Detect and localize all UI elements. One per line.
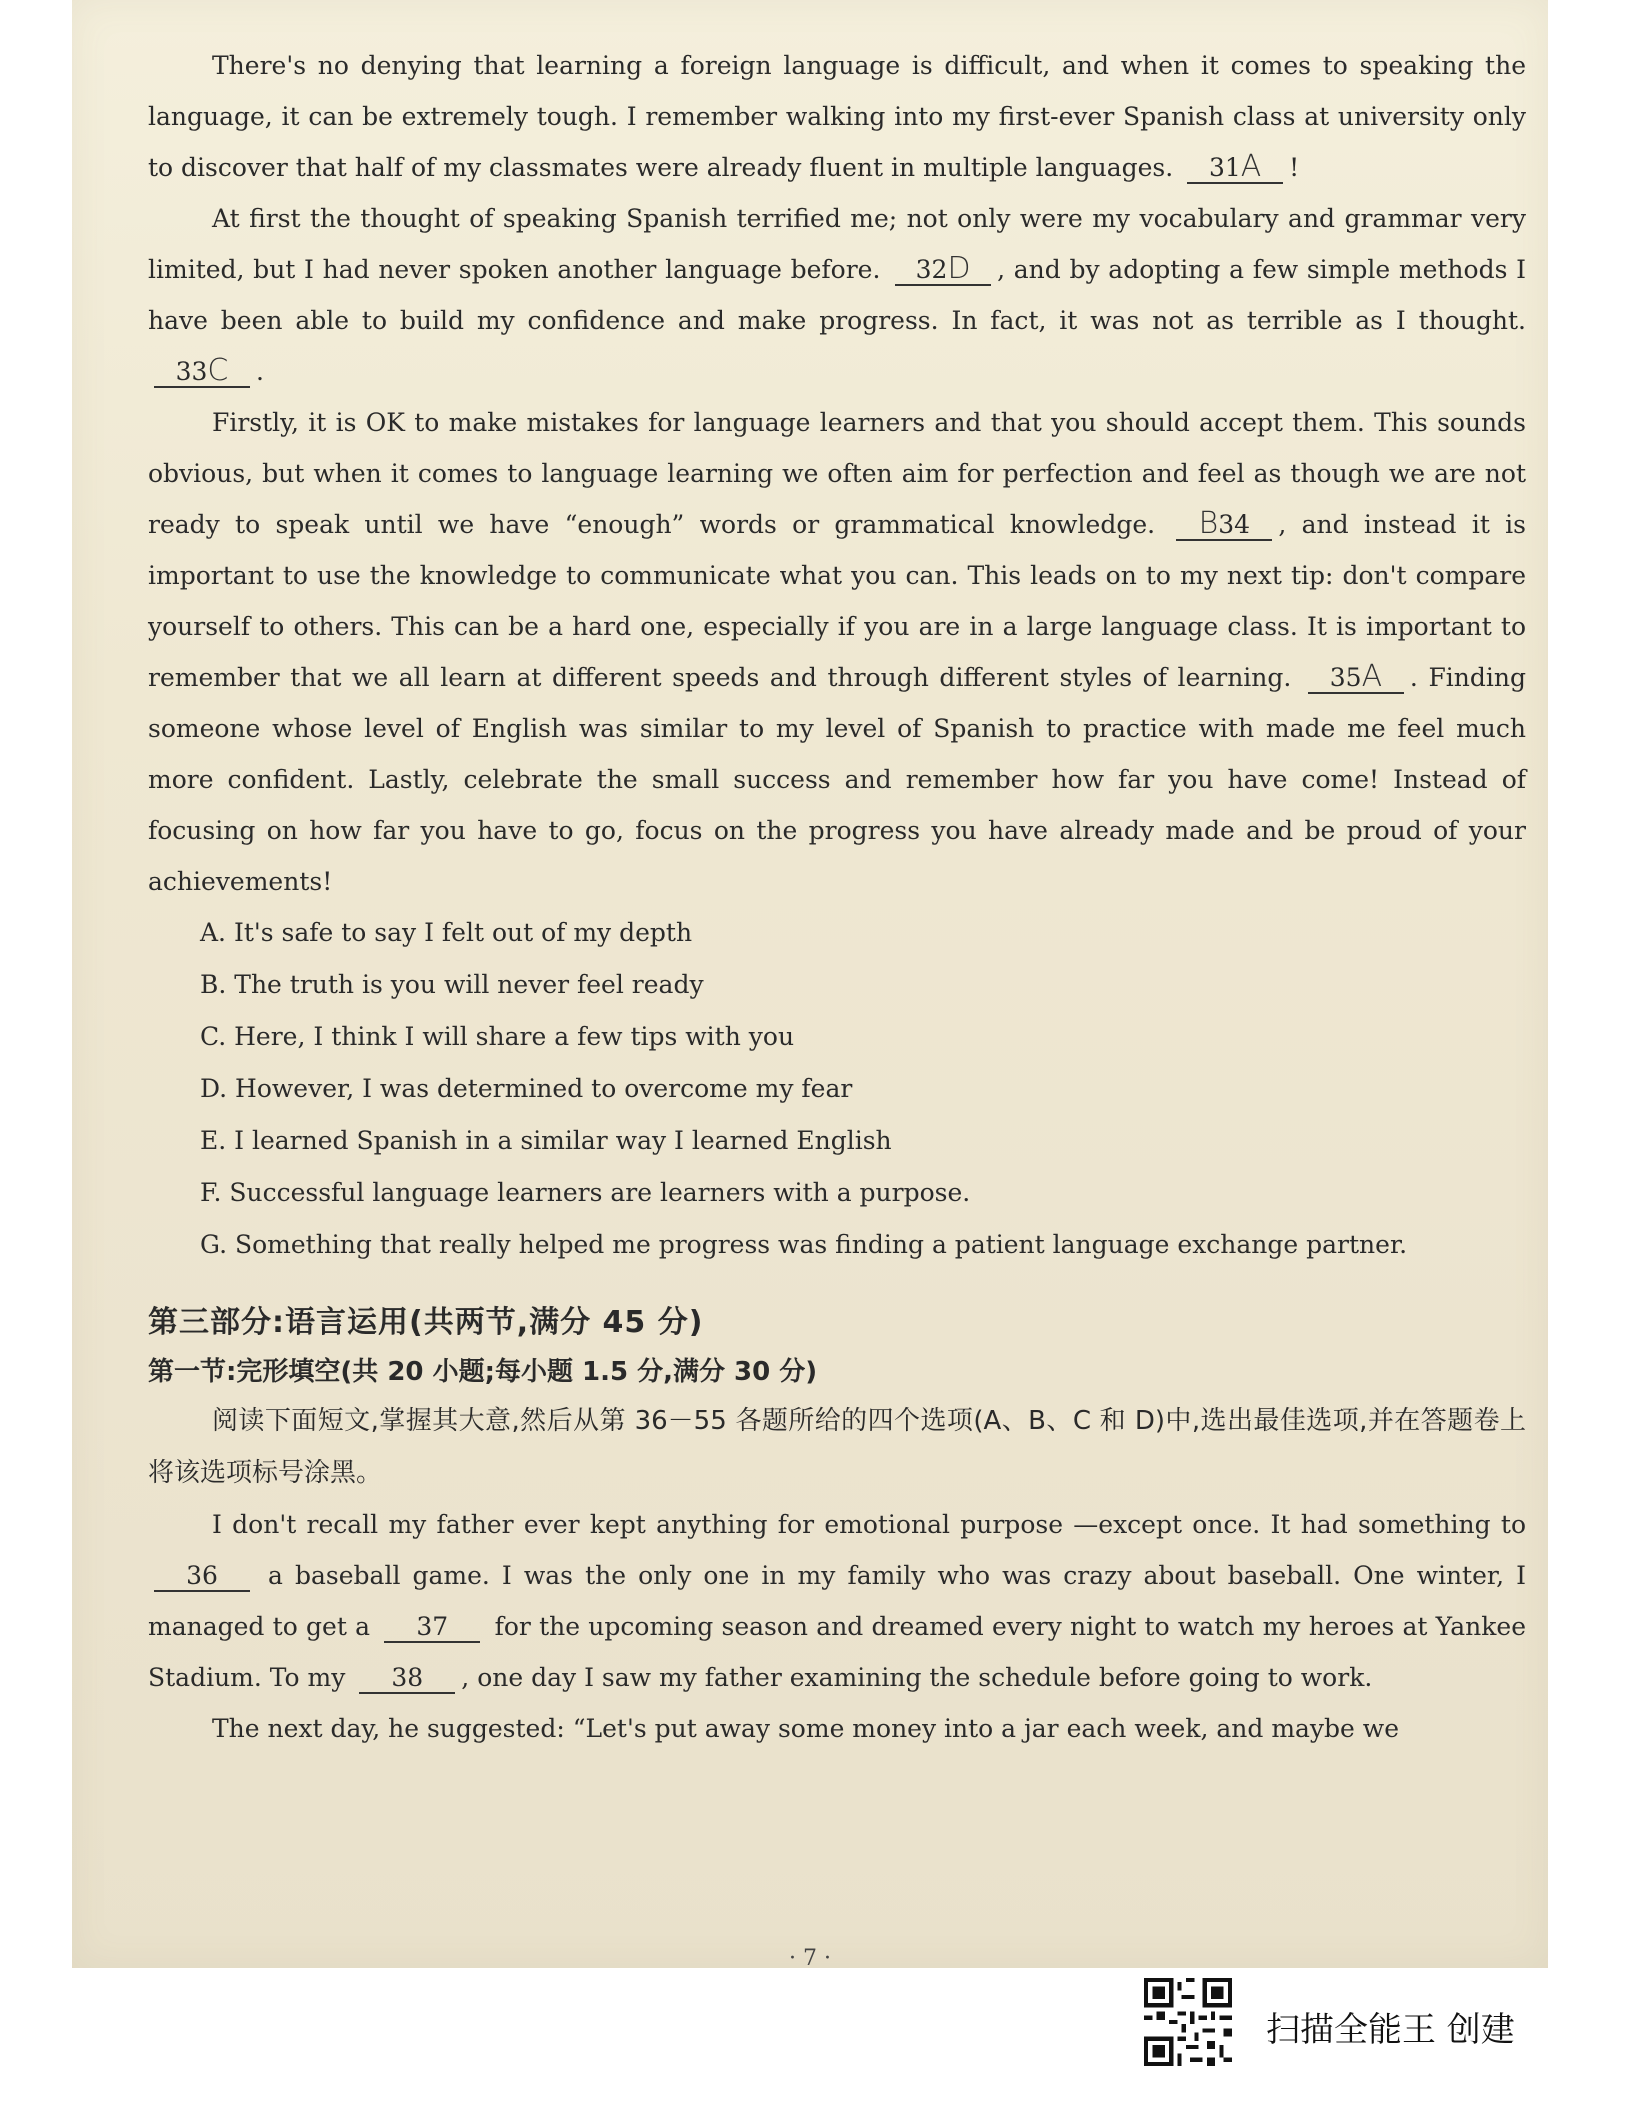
blank-37 (384, 1613, 480, 1643)
blank-31 (1187, 149, 1283, 184)
passage-text: , and instead it is important to use the knowledge to communicate what you can. This leads on to my next tip: don't compare yourself to others. This can be a hard one, especially if you are in a large language class. It is important to remember that we all learn at different speeds and through different styles of learning. (148, 510, 1526, 692)
passage-text: . Finding someone whose level of English was similar to my level of Spanish to practice with made me feel much more confident. Lastly, celebrate the small success and remember how far you have come! Instead of focusing on how far you have to go, focus on the progress you have already made and be proud of your achievements! (148, 663, 1526, 896)
cloze-paragraph (148, 1499, 1526, 1703)
passage-paragraph (148, 40, 1526, 193)
passage-text: for the upcoming season and dreamed every night to watch my heroes at Yankee Stadium. To my (148, 1612, 1526, 1692)
passage-text: a baseball game. I was the only one in my family who was crazy about baseball. One winter, I managed to get a (148, 1561, 1526, 1641)
option-item: A. It's safe to say I felt out of my depth (200, 918, 693, 947)
passage-text: ! (1289, 153, 1300, 182)
blank-number: 32 (915, 255, 948, 284)
passage-text: , and by adopting a few simple methods I have been able to build my confidence and make progress. In fact, it was not as terrible as I thought. (148, 255, 1526, 335)
blank-34 (1176, 506, 1272, 541)
option-item: D. However, I was determined to overcome my fear (200, 1074, 853, 1103)
option-item: F. Successful language learners are learners with a purpose. (200, 1178, 971, 1207)
option-item: C. Here, I think I will share a few tips with you (200, 1022, 795, 1051)
scanner-watermark-text: 扫描全能王 创建 (1266, 2010, 1515, 2050)
passage-text: There's no denying that learning a foreign language is difficult, and when it comes to speaking the language, it can be extremely tough. I remember walking into my first-ever Spanish class at university only to discover that half of my classmates were already fluent in multiple languages. (148, 51, 1526, 182)
scanned-page (72, 0, 1548, 1971)
blank-38 (359, 1664, 455, 1694)
page-content (148, 40, 1526, 1754)
blank-number: 35 (1329, 663, 1362, 692)
blank-35 (1308, 659, 1404, 694)
blank-number: 31 (1208, 153, 1241, 182)
cloze-instruction: 阅读下面短文,掌握其大意,然后从第 36－55 各题所给的四个选项(A、B、C 和 D)中,选出最佳选项,并在答题卷上将该选项标号涂黑。 (148, 1406, 1526, 1488)
blank-33 (154, 353, 250, 388)
part-three-section (148, 1297, 1526, 1754)
blank-number: 37 (416, 1612, 449, 1641)
handwritten-answer: A (1361, 659, 1383, 694)
cloze-paragraph: The next day, he suggested: “Let's put away some money into a jar each week, and maybe we (212, 1714, 1399, 1743)
passage-text: , one day I saw my father examining the schedule before going to work. (461, 1663, 1373, 1692)
passage-paragraph (148, 397, 1526, 907)
qr-code-icon (1144, 1978, 1232, 2066)
page-number: · 7 · (789, 1946, 831, 1971)
passage-text: . (256, 357, 264, 386)
passage-text: Firstly, it is OK to make mistakes for language learners and that you should accept them. This sounds obvious, but when it comes to language learning we often aim for perfection and feel as though we are not ready to speak until we have “enough” words or grammatical knowledge. (148, 408, 1526, 539)
handwritten-answer: A (1240, 149, 1262, 184)
blank-number: 38 (391, 1663, 424, 1692)
blank-number: 36 (186, 1561, 218, 1590)
options-list (148, 907, 1526, 1271)
reading-passage (148, 40, 1526, 907)
option-item: E. I learned Spanish in a similar way I learned English (200, 1126, 892, 1155)
option-item: B. The truth is you will never feel ready (200, 970, 704, 999)
blank-36 (154, 1562, 250, 1592)
passage-text: At first the thought of speaking Spanish terrified me; not only were my vocabulary and grammar very limited, but I had never spoken another language before. (148, 204, 1526, 284)
handwritten-answer: D (947, 251, 971, 286)
blank-number: 33 (175, 357, 208, 386)
cloze-passage (148, 1499, 1526, 1754)
passage-text: I don't recall my father ever kept anything for emotional purpose —except once. It had something to (212, 1510, 1526, 1539)
blank-32 (895, 251, 991, 286)
handwritten-answer: B (1198, 506, 1219, 541)
cloze-subheading: 第一节:完形填空(共 20 小题;每小题 1.5 分,满分 30 分) (148, 1357, 818, 1387)
handwritten-answer: C (207, 353, 229, 388)
part-three-heading: 第三部分:语言运用(共两节,满分 45 分) (148, 1305, 704, 1340)
option-item: G. Something that really helped me progress was finding a patient language exchange partner. (200, 1230, 1408, 1259)
passage-paragraph (148, 193, 1526, 397)
blank-number: 34 (1218, 510, 1251, 539)
scanner-footer (1144, 1978, 1584, 2070)
